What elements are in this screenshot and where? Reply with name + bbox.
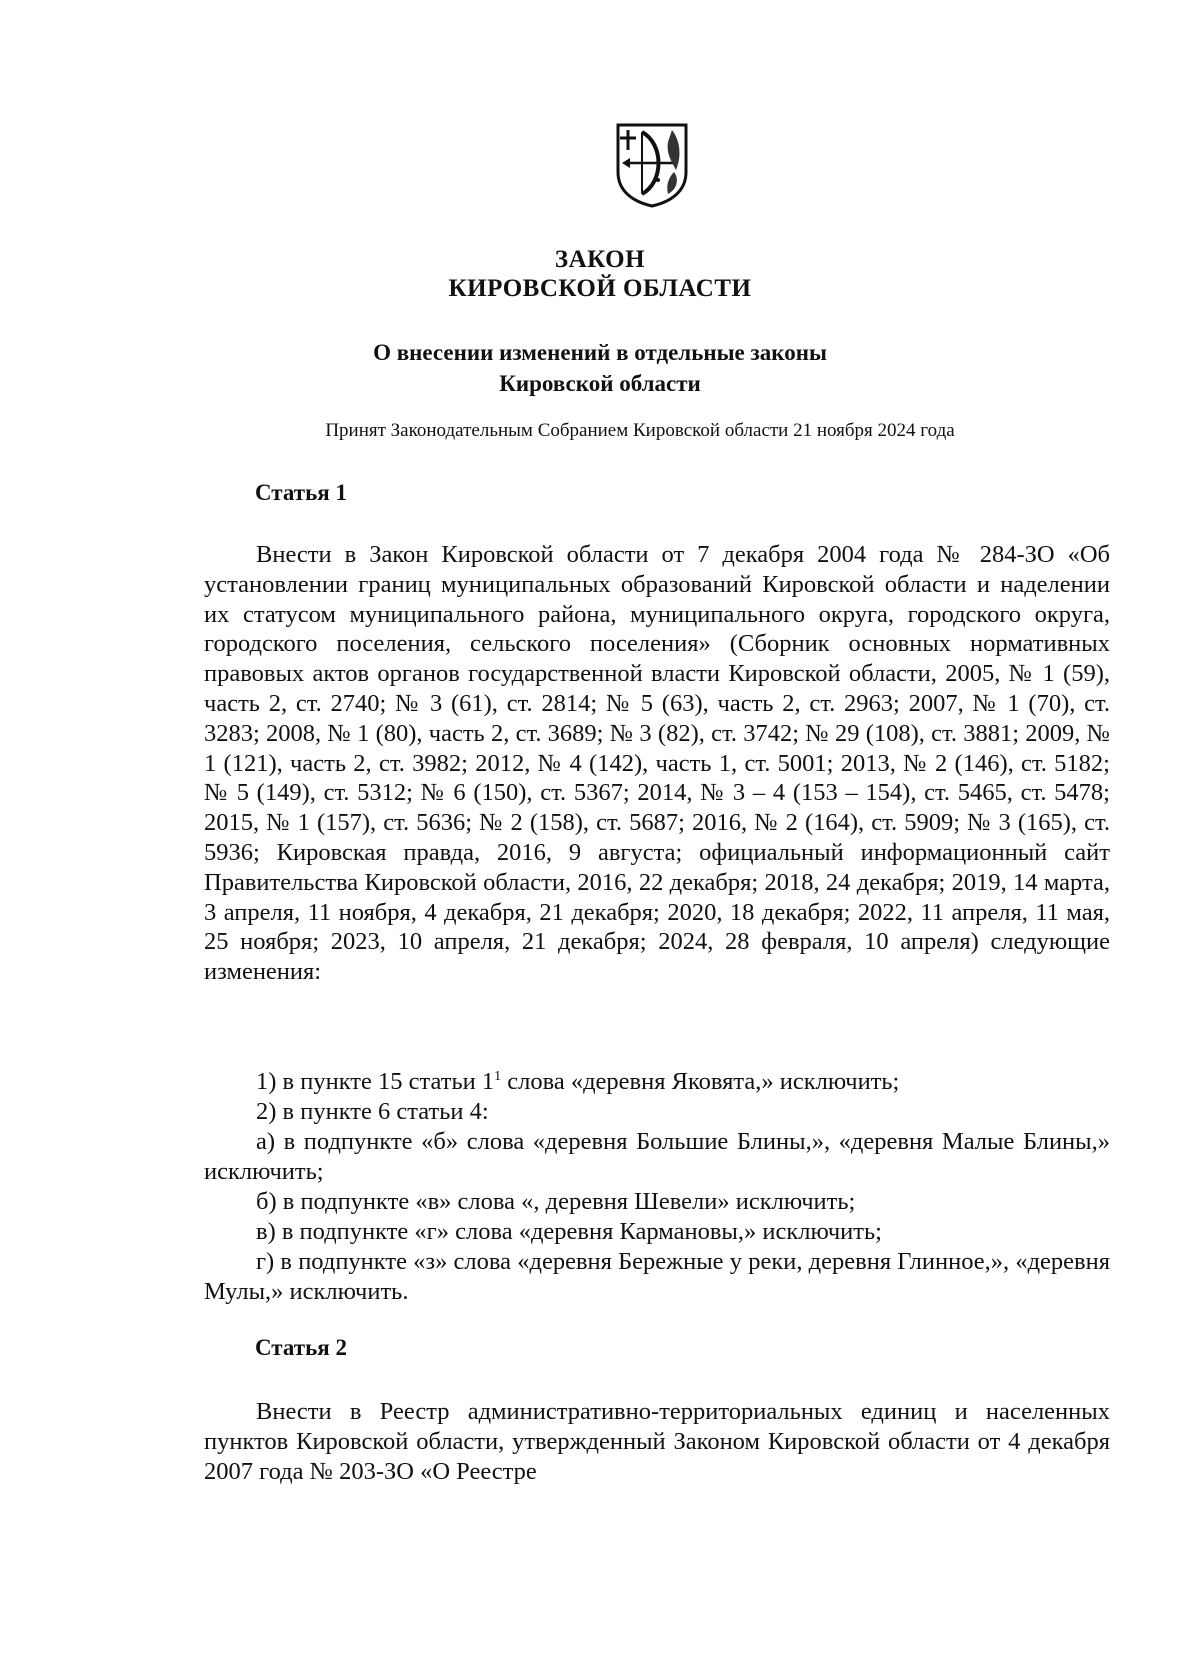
article1-item2: 2) в пункте 6 статьи 4: [256, 1098, 489, 1125]
article2-heading: Статья 2 [255, 1335, 347, 1360]
article1-heading: Статья 1 [255, 480, 347, 505]
article1-item2c: в) в подпункте «г» слова «деревня Кармановы,» исключить; [256, 1218, 882, 1245]
law-subtitle-line2: Кировской области [499, 371, 701, 396]
article2-intro: Внести в Реестр административно-территориальных единиц и населенных пунктов Кировской области, утвержденный Законом Кировской области от 4 декабря 2007 года № 203-ЗО «О Реестре [204, 1398, 1110, 1485]
coat-of-arms-icon [614, 122, 690, 208]
article1-item2a: а) в подпункте «б» слова «деревня Большие Блины,», «деревня Малые Блины,» исключить; [204, 1128, 1110, 1185]
article1-item2b: б) в подпункте «в» слова «, деревня Шевели» исключить; [256, 1188, 856, 1215]
article1-item1-text: 1) в пункте 15 статьи 1 [256, 1068, 495, 1095]
law-title-line1: ЗАКОН [554, 246, 646, 273]
law-title-line2: КИРОВСКОЙ ОБЛАСТИ [448, 275, 752, 302]
law-subtitle-line1: О внесении изменений в отдельные законы [373, 340, 827, 365]
article1-item1-tail: слова «деревня Яковята,» исключить; [501, 1068, 900, 1095]
article1-item2d: г) в подпункте «з» слова «деревня Бережные у реки, деревня Глинное,», «деревня Мулы,» исключить. [204, 1248, 1110, 1305]
adoption-note: Принят Законодательным Собранием Кировской области 21 ноября 2024 года [325, 420, 955, 441]
article1-intro: Внести в Закон Кировской области от 7 декабря 2004 года № 284-ЗО «Об установлении границ муниципальных образований Кировской области и наделении их статусом муниципального района, муниципального округа, городского округа, городского поселения, сельского поселения» (Сборник основных нормативных правовых актов органов государственной власти Кировской области, 2005, № 1 (59), часть 2, ст. 2740; № 3 (61), ст. 2814; № 5 (63), часть 2, ст. 2963; 2007, № 1 (70), ст. 3283; 2008, № 1 (80), часть 2, ст. 3689; № 3 (82), ст. 3742; № 29 (108), ст. 3881; 2009, № 1 (121), часть 2, ст. 3982; 2012, № 4 (142), часть 1, ст. 5001; 2013, № 2 (146), ст. 5182; № 5 (149), ст. 5312; № 6 (150), ст. 5367; 2014, № 3 – 4 (153 – 154), ст. 5465, ст. 5478; 2015, № 1 (157), ст. 5636; № 2 (158), ст. 5687; 2016, № 2 (164), ст. 5909; № 3 (165), ст. 5936; Кировская правда, 2016, 9 августа; официальный информационный сайт Правительства Кировской области, 2016, 22 декабря; 2018, 24 декабря; 2019, 14 марта, 3 апреля, 11 ноября, 4 декабря, 21 декабря; 2020, 18 декабря; 2022, 11 апреля, 11 мая, 25 ноября; 2023, 10 апреля, 21 декабря; 2024, 28 февраля, 10 апреля) следующие изменения: [204, 541, 1110, 986]
article1-item1 [204, 1067, 1110, 1097]
article1-item1-superscript: 1 [494, 1068, 502, 1084]
